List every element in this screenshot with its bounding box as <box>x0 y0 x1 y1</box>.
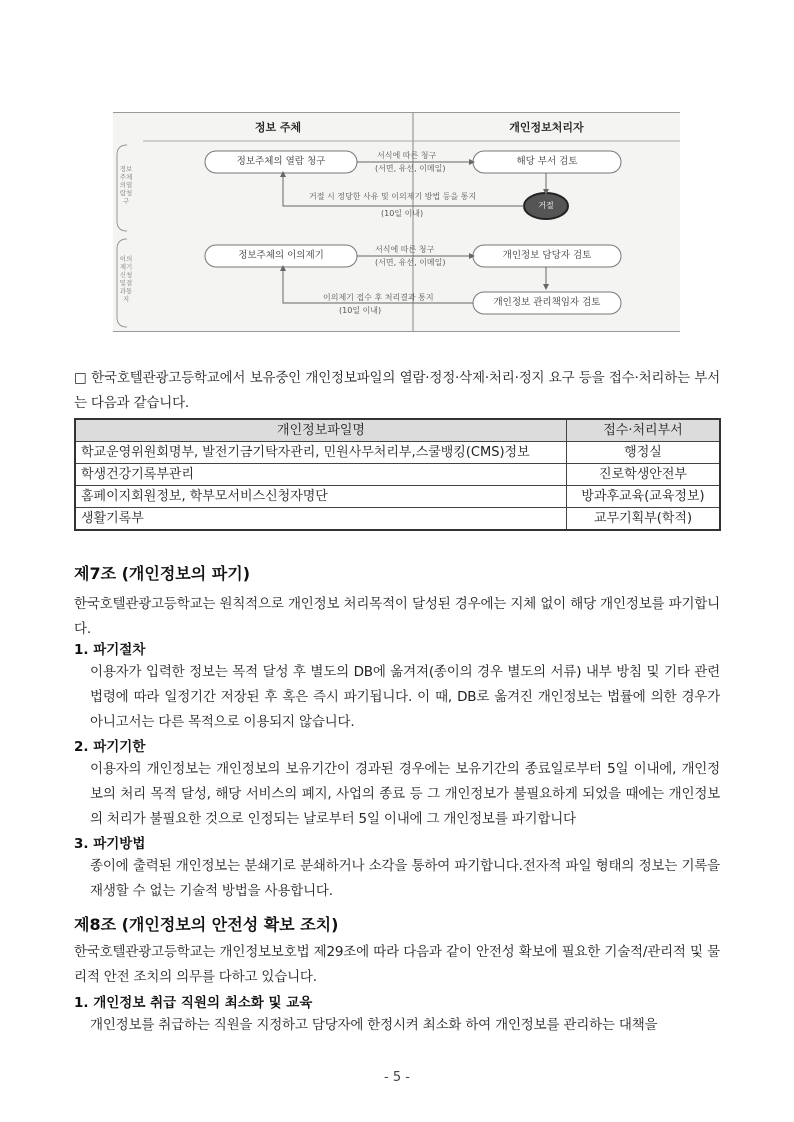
privacy-request-flow-diagram <box>113 112 680 332</box>
table-cell-department: 진로학생안전부 <box>567 464 721 486</box>
box-manager-review: 개인정보 관리책임자 검토 <box>493 297 601 308</box>
reject-circle-label: 거절 <box>538 201 554 210</box>
diagram-side-label-access: 정보주체의열람청구 <box>119 165 133 205</box>
privacy-files-table <box>74 418 721 531</box>
refuse-notice-line1: 거절 시 정당한 사유 및 이의제기 방법 등을 통지 <box>309 192 477 201</box>
box-dept-review: 해당 부서 검토 <box>516 156 578 167</box>
article8-intro: 한국호텔관광고등학교는 개인정보보호법 제29조에 따라 다음과 같이 안전성 확보에 필요한 기술적/관리적 및 물리적 안전 조치의 의무를 다하고 있습니다. <box>74 944 720 985</box>
table-cell-department: 방과후교육(교육정보) <box>567 486 721 508</box>
arrow2-label-line1: 서식에 따른 청구 <box>375 245 435 254</box>
box-officer-review: 개인정보 담당자 검토 <box>502 250 592 261</box>
box-access-request: 정보주체의 열람 청구 <box>236 156 326 167</box>
article8-title: 제8조 (개인정보의 안전성 확보 조치) <box>74 915 339 934</box>
result-notice-line1: 이의제기 접수 후 처리결과 통지 <box>323 293 434 302</box>
article7-item3-title: 3. 파기방법 <box>74 836 146 852</box>
table-cell-file-name: 홈페이지회원정보, 학부모서비스신청자명단 <box>75 486 567 508</box>
table-row <box>75 464 720 486</box>
intro-paragraph: □ 한국호텔관광고등학교에서 보유중인 개인정보파일의 열람·정정·삭제·처리·정지 요구 등을 접수·처리하는 부서는 다음과 같습니다. <box>74 370 720 411</box>
table-row <box>75 508 720 531</box>
table-row <box>75 442 720 464</box>
table-row <box>75 486 720 508</box>
box-objection: 정보주체의 이의제기 <box>238 250 324 261</box>
arrow1-label-line1: 서식에 따른 청구 <box>377 151 437 160</box>
table-cell-file-name: 생활기록부 <box>75 508 567 531</box>
article8-item1-body: 개인정보를 취급하는 직원을 지정하고 담당자에 한정시켜 최소화 하여 개인정보를 관리하는 대책을 <box>90 1017 658 1033</box>
article7-intro: 한국호텔관광고등학교는 원칙적으로 개인정보 처리목적이 달성된 경우에는 지체 없이 해당 개인정보를 파기합니다. <box>74 596 720 637</box>
table-cell-file-name: 학생건강기록부관리 <box>75 464 567 486</box>
arrow2-label-line2: (서면, 유선, 이메일) <box>375 258 446 267</box>
page-number: - 5 - <box>384 1070 410 1085</box>
article7-item2-title: 2. 파기기한 <box>74 739 146 755</box>
arrow1-label-line2: (서면, 유선, 이메일) <box>375 164 446 173</box>
diagram-header-processor: 개인정보처리자 <box>509 121 584 134</box>
result-notice-line2: (10일 이내) <box>339 306 382 315</box>
table-header-department: 접수·처리부서 <box>567 419 721 442</box>
table-cell-department: 교무기획부(학적) <box>567 508 721 531</box>
table-header-file-name: 개인정보파일명 <box>75 419 567 442</box>
diagram-header-subject: 정보 주체 <box>254 121 302 134</box>
table-header-row <box>75 419 720 442</box>
article7-item2-body: 이용자의 개인정보는 개인정보의 보유기간이 경과된 경우에는 보유기간의 종료일로부터 5일 이내에, 개인정보의 처리 목적 달성, 해당 서비스의 폐지, 사업의 종료 등 그 개인정보가 불필요하게 되었을 때에는 개인정보의 처리가 불필요한 것으로 인정되는 날로부터 5일 이내에 그 개인정보를 파기합니다 <box>90 761 720 827</box>
table-cell-file-name: 학교운영위원회명부, 발전기금기탁자관리, 민원사무처리부,스쿨뱅킹(CMS)정보 <box>75 442 567 464</box>
table-cell-department: 행정실 <box>567 442 721 464</box>
refuse-notice-line2: (10일 이내) <box>381 209 424 218</box>
article7-item1-body: 이용자가 입력한 정보는 목적 달성 후 별도의 DB에 옮겨져(종이의 경우 별도의 서류) 내부 방침 및 기타 관련 법령에 따라 일정기간 저장된 후 혹은 즉시 파기됩니다. 이 때, DB로 옮겨진 개인정보는 법률에 의한 경우가 아니고서는 다른 목적으로 이용되지 않습니다. <box>90 664 720 730</box>
article7-item1-title: 1. 파기절차 <box>74 642 146 658</box>
diagram-side-label-objection: 이의제기신청및결과통지 <box>119 255 133 303</box>
article7-item3-body: 종이에 출력된 개인정보는 분쇄기로 분쇄하거나 소각을 통하여 파기합니다.전자적 파일 형태의 정보는 기록을 재생할 수 없는 기술적 방법을 사용합니다. <box>90 858 720 899</box>
article8-item1-title: 1. 개인정보 취급 직원의 최소화 및 교육 <box>74 995 313 1011</box>
article7-title: 제7조 (개인정보의 파기) <box>74 564 251 583</box>
